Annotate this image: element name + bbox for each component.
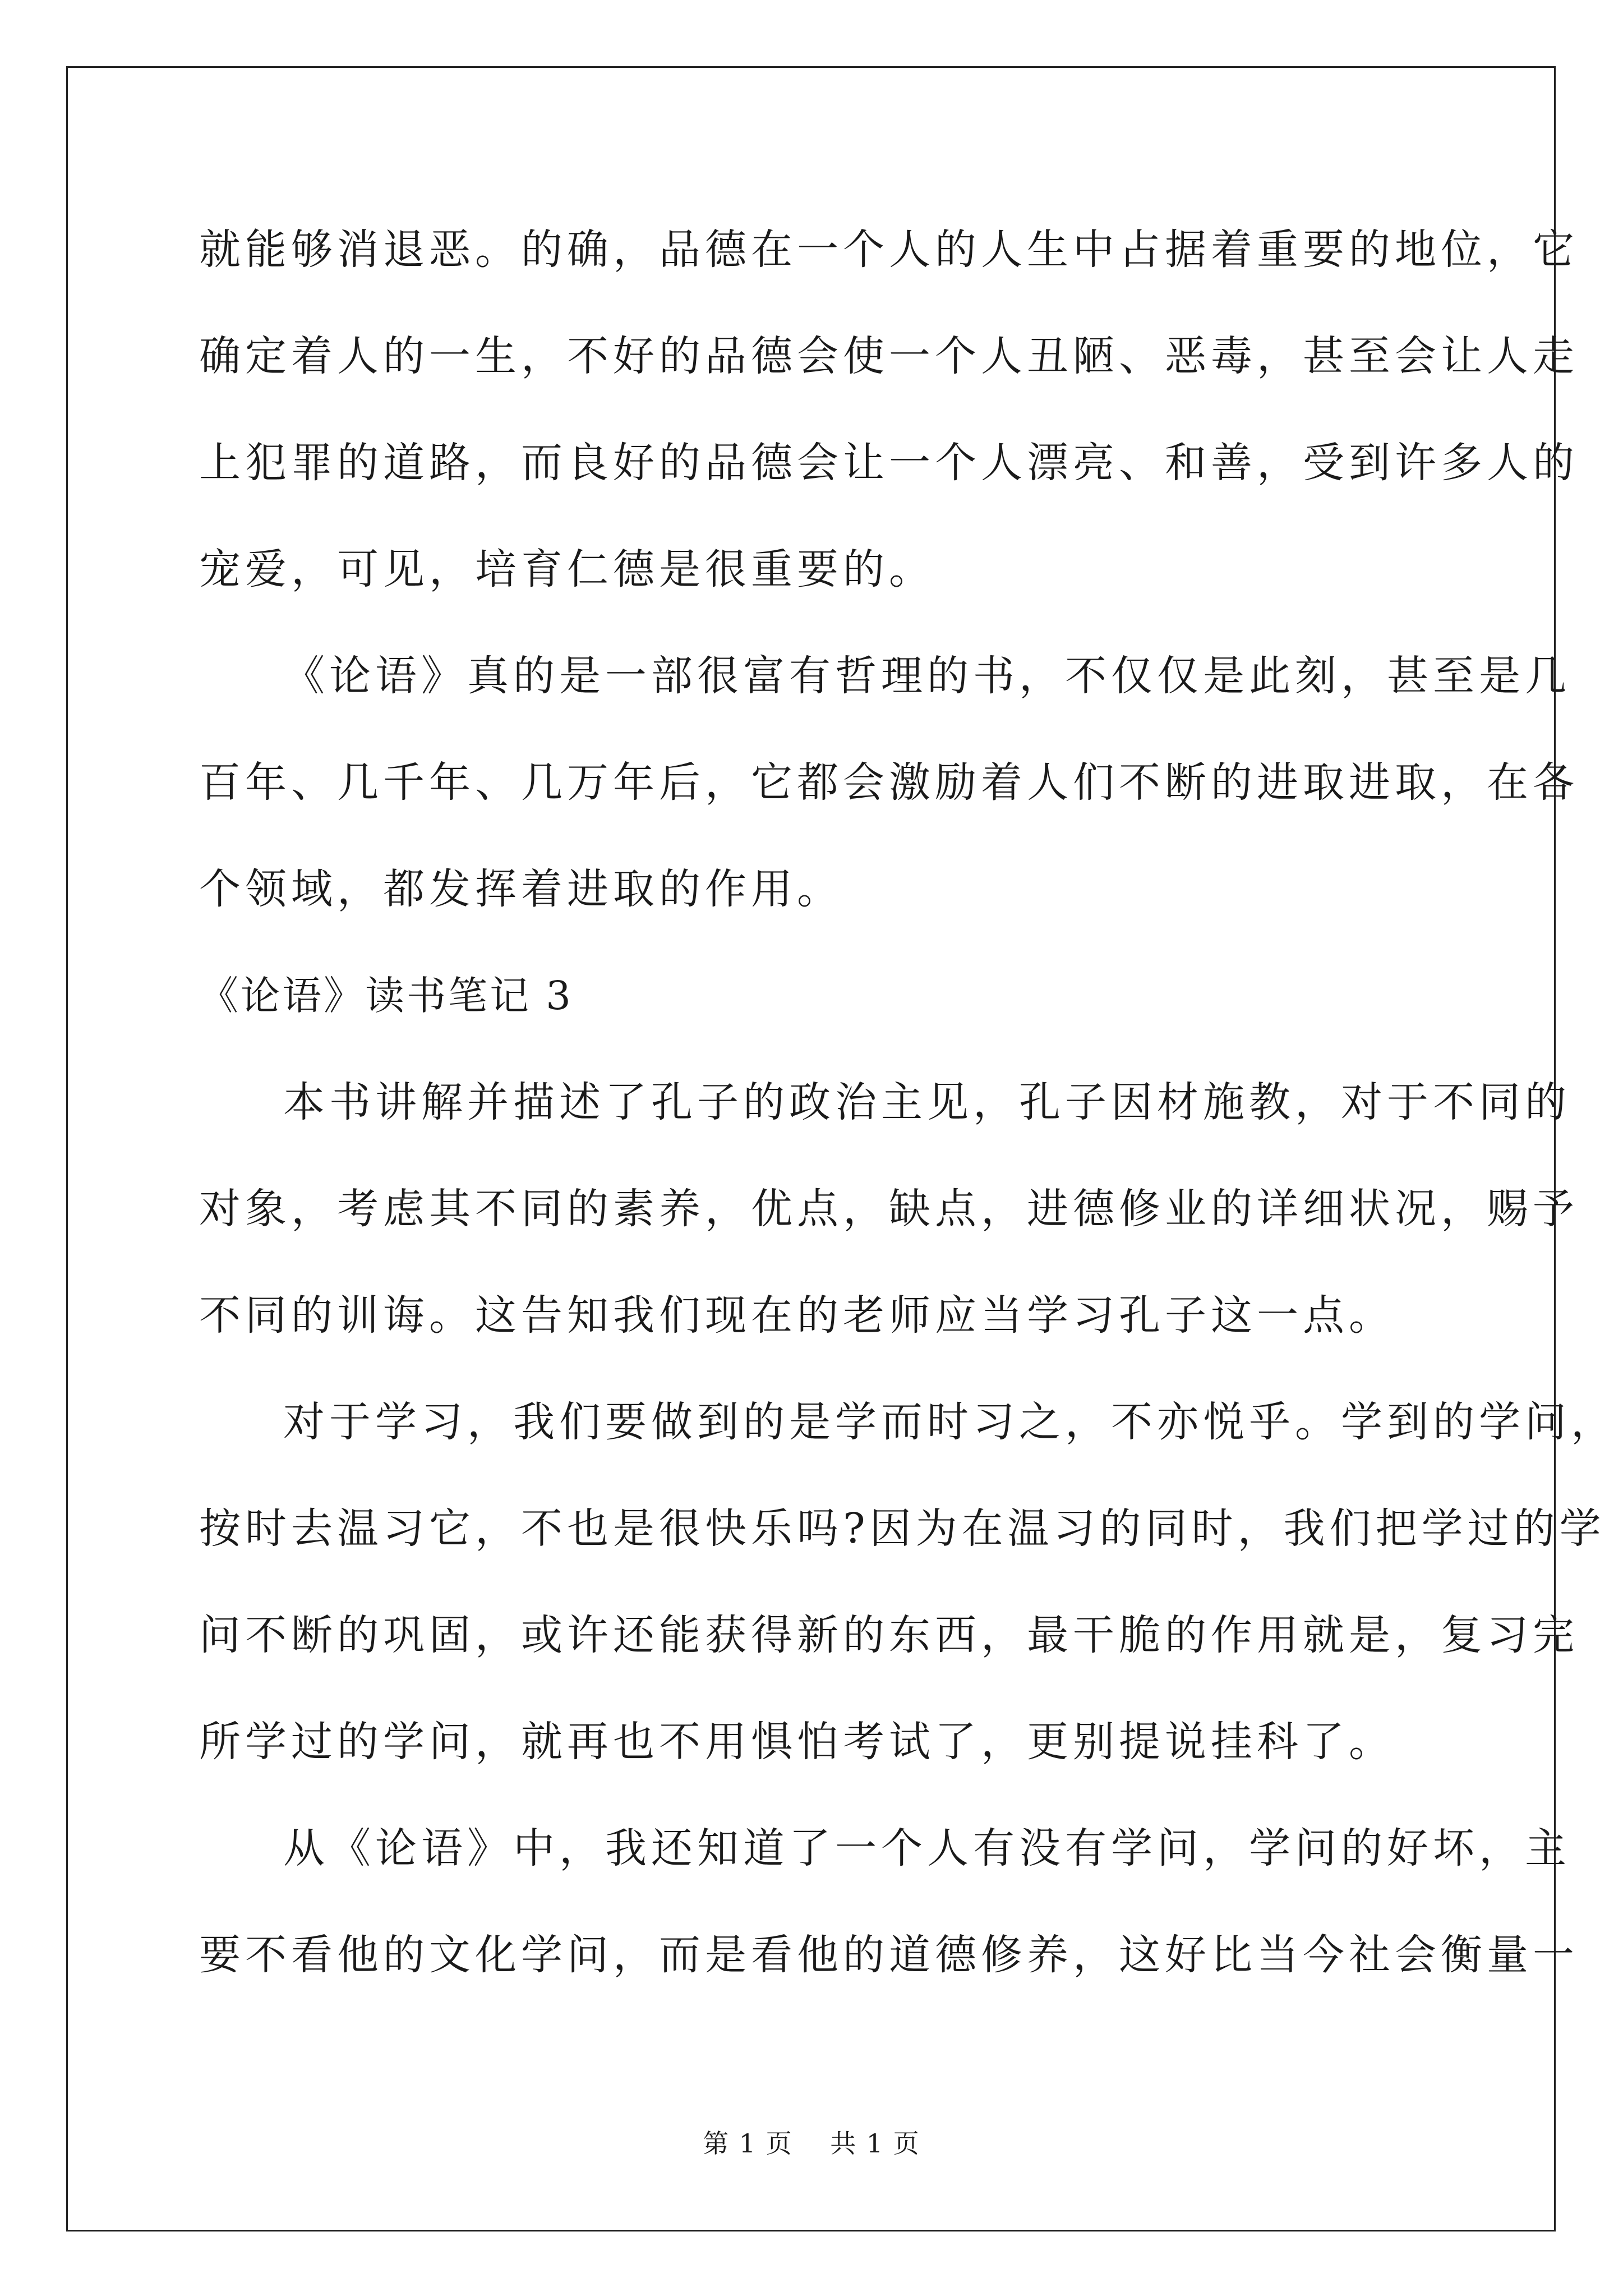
text-line-1: 就能够消退恶。的确，品德在一个人的人生中占据着重要的地位，它 bbox=[199, 226, 1579, 274]
text-line-6: 百年、几千年、几万年后，它都会激励着人们不断的进取进取，在各 bbox=[199, 758, 1579, 807]
text-line-7: 个领域，都发挥着进取的作用。 bbox=[199, 865, 843, 913]
text-line-14: 问不断的巩固，或许还能获得新的东西，最干脆的作用就是，复习完 bbox=[199, 1611, 1579, 1659]
section-heading: 《论语》读书笔记 3 bbox=[199, 973, 573, 1019]
text-line-17: 要不看他的文化学问，而是看他的道德修养，这好比当今社会衡量一 bbox=[199, 1931, 1579, 1979]
document-body bbox=[199, 196, 1617, 2008]
text-line-11: 不同的训诲。这告知我们现在的老师应当学习孔子这一点。 bbox=[199, 1291, 1395, 1340]
text-line-2: 确定着人的一生，不好的品德会使一个人丑陋、恶毒，甚至会让人走 bbox=[199, 332, 1579, 380]
text-line-15: 所学过的学问，就再也不用惧怕考试了，更别提说挂科了。 bbox=[199, 1718, 1395, 1766]
text-line-16: 从《论语》中，我还知道了一个人有没有学问，学问的好坏，主 bbox=[283, 1824, 1571, 1872]
text-line-10: 对象，考虑其不同的素养，优点，缺点，进德修业的详细状况，赐予 bbox=[199, 1185, 1579, 1233]
text-line-12: 对于学习，我们要做到的是学而时习之，不亦悦乎。学到的学问， bbox=[283, 1398, 1617, 1446]
text-line-3: 上犯罪的道路，而良好的品德会让一个人漂亮、和善，受到许多人的 bbox=[199, 439, 1579, 487]
text-line-5: 《论语》真的是一部很富有哲理的书，不仅仅是此刻，甚至是几 bbox=[283, 652, 1571, 700]
text-line-9: 本书讲解并描述了孔子的政治主见，孔子因材施教，对于不同的 bbox=[283, 1078, 1571, 1126]
text-line-13: 按时去温习它，不也是很快乐吗?因为在温习的同时，我们把学过的学 bbox=[199, 1504, 1606, 1553]
page-number-footer: 第 1 页 共 1 页 bbox=[703, 2128, 920, 2159]
text-line-4: 宠爱，可见，培育仁德是很重要的。 bbox=[199, 545, 935, 593]
